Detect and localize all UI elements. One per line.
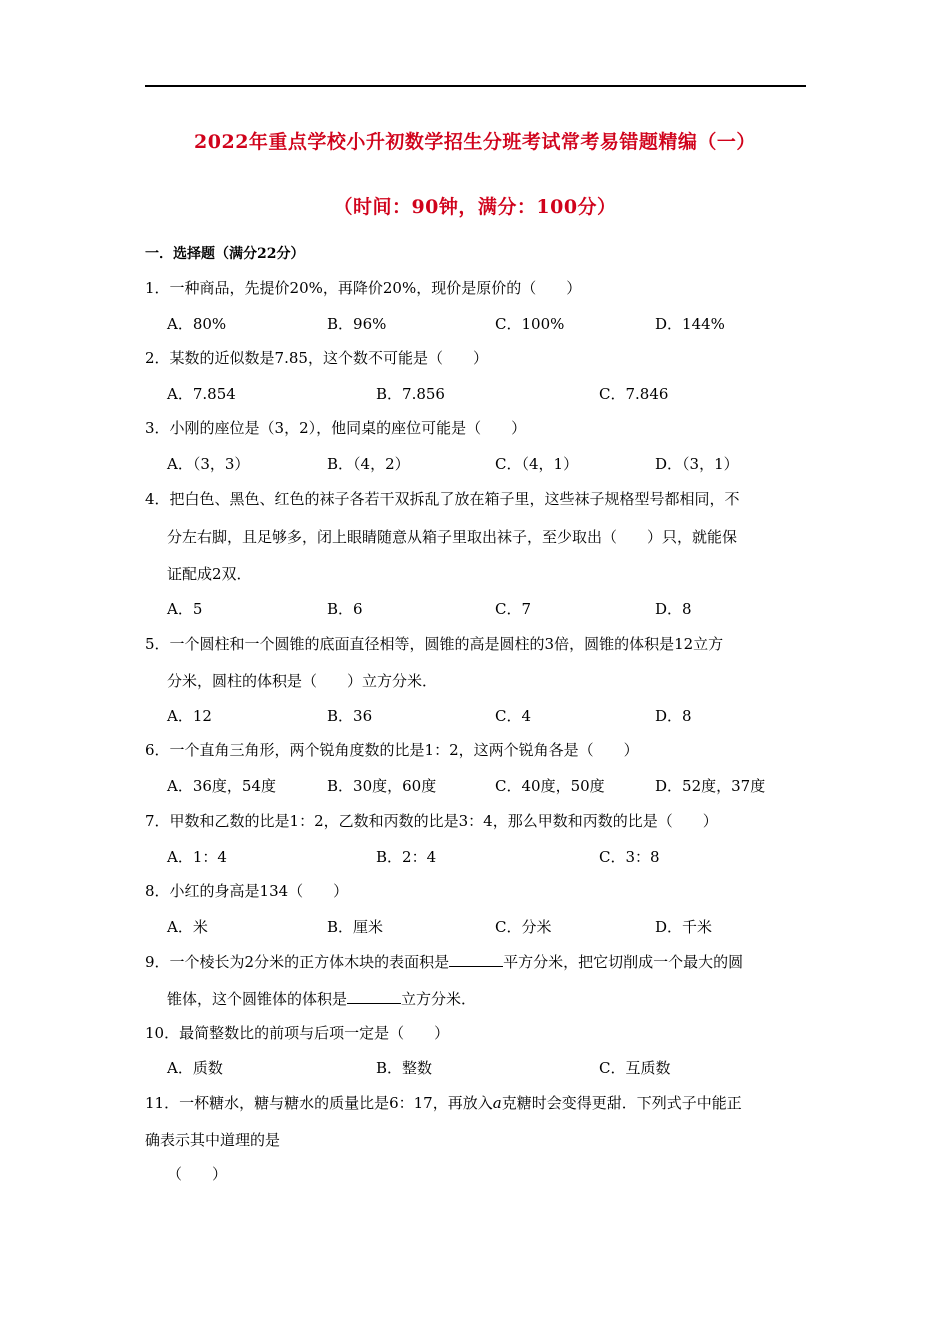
q8-option-b: B．厘米	[327, 918, 384, 936]
q11-text-a: 11．一杯糖水，糖与糖水的质量比是6：17，再放入	[145, 1094, 493, 1112]
q1-option-a: A．80%	[167, 315, 227, 333]
q2-option-a: A．7.854	[167, 385, 236, 403]
q9-text-b: 平方分米，把它切削成一个最大的圆	[503, 953, 744, 971]
question-5-line-2: 分米，圆柱的体积是（ ）立方分米．	[167, 672, 438, 690]
q8-option-c: C．分米	[495, 918, 552, 936]
q8-option-a: A．米	[167, 918, 208, 936]
top-rule	[145, 85, 806, 87]
question-11-line-3: （ ）	[167, 1165, 228, 1183]
q5-option-c: C．4	[495, 707, 532, 725]
q1-option-c: C．100%	[495, 315, 565, 333]
q11-text-b: 克糖时会变得更甜．下列式子中能正	[501, 1094, 742, 1112]
question-7: 7．甲数和乙数的比是1：2，乙数和丙数的比是3：4，那么甲数和丙数的比是（ ）	[145, 812, 718, 830]
question-3: 3．小刚的座位是（3，2），他同桌的座位可能是（ ）	[145, 419, 527, 437]
q6-option-b: B．30度，60度	[327, 777, 437, 795]
question-4-line-2: 分左右脚，且足够多，闭上眼睛随意从箱子里取出袜子，至少取出（ ）只，就能保	[167, 528, 738, 546]
page-subtitle: （时间：90钟，满分：100分）	[333, 196, 617, 218]
question-5-line-1: 5．一个圆柱和一个圆锥的底面直径相等，圆锥的高是圆柱的3倍，圆锥的体积是12立方	[145, 635, 724, 653]
q8-option-d: D．千米	[655, 918, 713, 936]
q10-option-c: C．互质数	[599, 1059, 671, 1077]
question-8: 8．小红的身高是134（ ）	[145, 882, 349, 900]
q10-option-b: B．整数	[376, 1059, 433, 1077]
q6-option-d: D．52度，37度	[655, 777, 766, 795]
q6-option-c: C．40度，50度	[495, 777, 605, 795]
question-2: 2．某数的近似数是7.85，这个数不可能是（ ）	[145, 349, 488, 367]
q1-option-d: D．144%	[655, 315, 725, 333]
question-10: 10．最简整数比的前项与后项一定是（ ）	[145, 1024, 450, 1042]
question-9-line-2	[167, 989, 476, 1009]
q1-option-b: B．96%	[327, 315, 387, 333]
q4-option-d: D．8	[655, 600, 692, 618]
question-11-line-2: 确表示其中道理的是	[145, 1131, 281, 1149]
q11-variable: a	[492, 1094, 502, 1112]
q3-option-b: B．（4，2）	[327, 455, 410, 473]
q7-option-a: A．1：4	[167, 848, 227, 866]
q4-option-c: C．7	[495, 600, 532, 618]
q5-option-d: D．8	[655, 707, 692, 725]
q9-text-c: 锥体，这个圆锥体的体积是	[167, 990, 348, 1008]
question-4-line-3: 证配成2双．	[167, 565, 252, 583]
section-heading: 一．选择题（满分22分）	[145, 246, 305, 262]
q9-blank-2[interactable]	[347, 989, 401, 1004]
q9-text-a: 9．一个棱长为2分米的正方体木块的表面积是	[145, 953, 450, 971]
q5-option-a: A．12	[167, 707, 212, 725]
question-4-line-1: 4．把白色、黑色、红色的袜子各若干双拆乱了放在箱子里，这些袜子规格型号都相同，不	[145, 490, 740, 508]
question-6: 6．一个直角三角形，两个锐角度数的比是1：2，这两个锐角各是（ ）	[145, 741, 639, 759]
q4-option-a: A．5	[167, 600, 203, 618]
q2-option-c: C．7.846	[599, 385, 669, 403]
q2-option-b: B．7.856	[376, 385, 445, 403]
q9-text-d: 立方分米．	[401, 990, 477, 1008]
q10-option-a: A．质数	[167, 1059, 223, 1077]
page-title: 2022年重点学校小升初数学招生分班考试常考易错题精编（一）	[194, 131, 756, 153]
q7-option-b: B．2：4	[376, 848, 437, 866]
q3-option-c: C．（4，1）	[495, 455, 579, 473]
question-9-line-1	[145, 952, 743, 972]
question-11-line-1	[145, 1093, 742, 1113]
question-1: 1．一种商品，先提价20%，再降价20%，现价是原价的（ ）	[145, 279, 582, 297]
q9-blank-1[interactable]	[449, 952, 503, 967]
q3-option-a: A．（3，3）	[167, 455, 250, 473]
q6-option-a: A．36度，54度	[167, 777, 277, 795]
q4-option-b: B．6	[327, 600, 363, 618]
q7-option-c: C．3：8	[599, 848, 660, 866]
q3-option-d: D．（3，1）	[655, 455, 739, 473]
q5-option-b: B．36	[327, 707, 373, 725]
